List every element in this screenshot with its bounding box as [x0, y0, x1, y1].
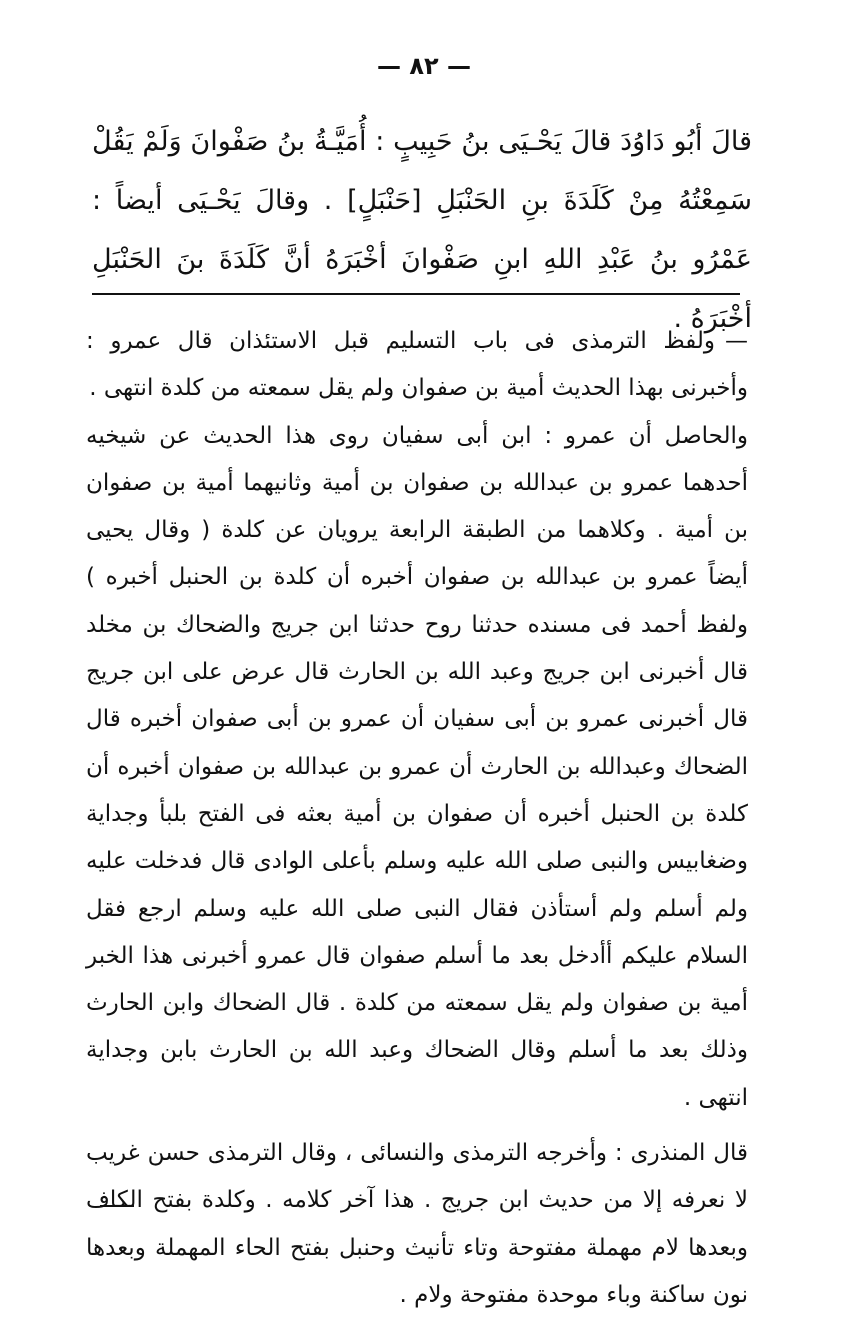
footnote-paragraph-2: والحاصل أن عمرو : ابن أبى سفيان روى هذا الحديث عن شيخيه أحدهما عمرو بن عبدالله بن صفوان بن أمية وثانيهما أمية بن صفوان بن أمية . وكلاهما من الطبقة الرابعة يرويان عن كلدة ( وقال يحيى أيضاً عمرو بن عبدالله بن صفوان أخبره أن كلدة بن الحنبل أخبره ) ولفظ أحمد فى مسنده حدثنا روح حدثنا ابن جريج والضحاك بن مخلد قال أخبرنى ابن جريج وعبد الله بن الحارث قال عرض على ابن جريج قال أخبرنى عمرو بن أبى سفيان أن عمرو بن أبى صفوان أخبره قال الضحاك وعبدالله بن الحارث أن عمرو بن عبدالله بن صفوان أخبره أن كلدة بن الحنبل أخبره أن صفوان بن أمية بعثه فى الفتح بلبأ وجداية وضغابيس والنبى صلى الله عليه وسلم بأعلى الوادى قال فدخلت عليه ولم أسلم ولم أستأذن فقال النبى صلى الله عليه وسلم ارجع فقل السلام عليكم أأدخل بعد ما أسلم صفوان قال عمرو أخبرنى هذا الخبر أمية بن صفوان ولم يقل سمعته من كلدة . قال الضحاك وابن الحارث وذلك بعد ما أسلم وقال الضحاك وعبد الله بن الحارث بابن وجداية انتهى . [86, 422, 748, 1111]
end-dash [100, 1205, 134, 1207]
footnote-text-1: ولفظ الترمذى فى باب التسليم قبل الاستئذان قال عمرو : وأخبرنى بهذا الحديث أمية بن صفوان ولم يقل سمعته من كلدة انتهى . [86, 328, 748, 402]
footnote-dash: — [725, 328, 748, 354]
footnote-paragraph-3: قال المنذرى : وأخرجه الترمذى والنسائى ، وقال الترمذى حسن غريب لا نعرفه إلا من حديث ابن جريج . هذا آخر كلامه . وكلدة بفتح الكاف وبعدها لام مهملة مفتوحة وتاء تأنيث وحنبل بفتح الحاء المهملة وبعدها نون ساكنة وباء موحدة مفتوحة ولام . [86, 1140, 748, 1308]
footnotes [86, 318, 748, 1319]
footnote-separator [92, 293, 740, 295]
page-number: — ٨٢ — [376, 52, 471, 80]
main-text [92, 112, 752, 348]
main-paragraph: قالَ أبُو دَاوُدَ قالَ يَحْـيَى بنُ حَبِيبٍ : أُمَيَّـةُ بنُ صَفْوانَ وَلَمْ يَقُلْ سَمِعْتُهُ مِنْ كَلَدَةَ بنِ الحَنْبَلِ [حَنْبَلٍ] . وقالَ يَحْـيَى أيضاً : عَمْرُو بنُ عَبْدِ اللهِ ابنِ صَفْوانَ أخْبَرَهُ أنَّ كَلَدَةَ بنَ الحَنْبَلِ أخْبَرَهُ . [92, 126, 752, 334]
footnote-paragraph-1 [86, 318, 748, 413]
